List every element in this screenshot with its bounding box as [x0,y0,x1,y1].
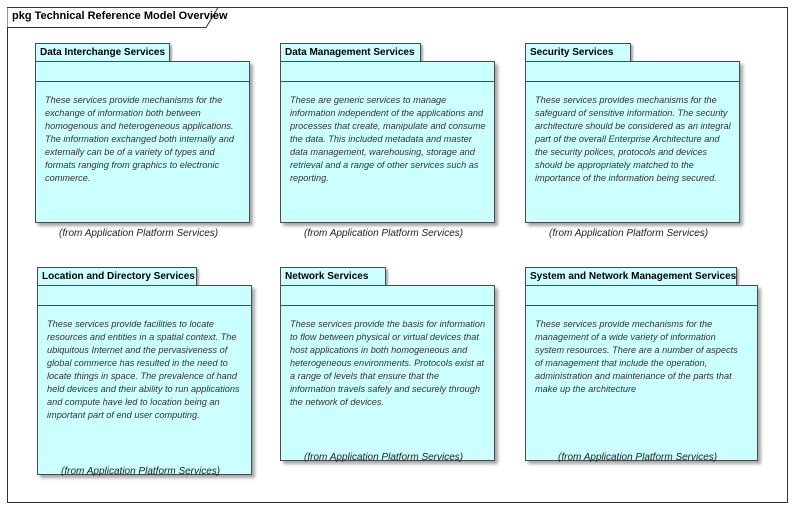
diagram-title: pkg Technical Reference Model Overview [12,10,228,22]
package-divider [526,305,757,306]
package-name: System and Network Management Services [530,271,737,282]
package-divider [38,305,251,306]
package-origin-label: (from Application Platform Services) [558,452,718,463]
package-description: These services provide mechanisms for the exchange of information both between homogenous and heterogeneous applications. The information exchanged both internally and externally can be of a variety of types and formats ranging from graphics to electronic commerce. [45,95,234,183]
package-divider [36,81,249,82]
package-body[interactable] [280,285,495,461]
package-origin-label: (from Application Platform Services) [304,452,464,463]
package-body[interactable] [280,61,495,223]
package-body[interactable] [525,61,740,223]
package-description: These services provide mechanisms for the management of a wide variety of information system resources. There are a number of aspects of management that include the operation, administration and maintenance of the parts that make up the architecture [535,319,738,394]
package-body[interactable] [525,285,758,461]
package-name: Data Management Services [285,47,415,58]
package-origin-label: (from Application Platform Services) [59,228,219,239]
package-description: These services provides mechanisms for the safeguard of sensitive information. The security architecture should be considered as an integral part of the overall Enterprise Architecture and the security polices, protocols and devices should be appropriately matched to the importance of the information being secured. [535,95,731,183]
package-name: Data Interchange Services [40,47,166,58]
package-origin-label: (from Application Platform Services) [549,228,709,239]
package-tab[interactable] [280,43,421,62]
package-divider [281,81,494,82]
package-name: Network Services [285,271,369,282]
package-tab[interactable] [525,43,631,62]
package-description: These are generic services to manage information independent of the applications and processes that create, manipulate and consume the data. This included metadata and master data management, warehousing, storage and retrieval and a range of other services such as reporting. [290,95,486,183]
package-body[interactable] [37,285,252,475]
package-divider [526,81,739,82]
package-tab[interactable] [35,43,170,62]
package-description: These services provide facilities to locate resources and entities in a spatial context. The ubiquitous Internet and the pervasiveness of global commerce has resulted in the need to locate things in space. The prevalence of hand held devices and their ability to run applications and compute have led to location being an important part of end user computing. [47,319,240,420]
package-name: Location and Directory Services [42,271,195,282]
package-name: Security Services [530,47,614,58]
package-body[interactable] [35,61,250,223]
package-tab[interactable] [37,267,197,286]
package-origin-label: (from Application Platform Services) [61,466,221,477]
package-tab[interactable] [525,267,737,286]
package-description: These services provide the basis for information to flow between physical or virtual devices that host applications in both homogeneous and heterogeneous environments. Protocols exist at a range of levels that ensure that the information travels safely and securely through the network of devices. [290,319,486,407]
package-tab[interactable] [280,267,386,286]
package-divider [281,305,494,306]
package-origin-label: (from Application Platform Services) [304,228,464,239]
